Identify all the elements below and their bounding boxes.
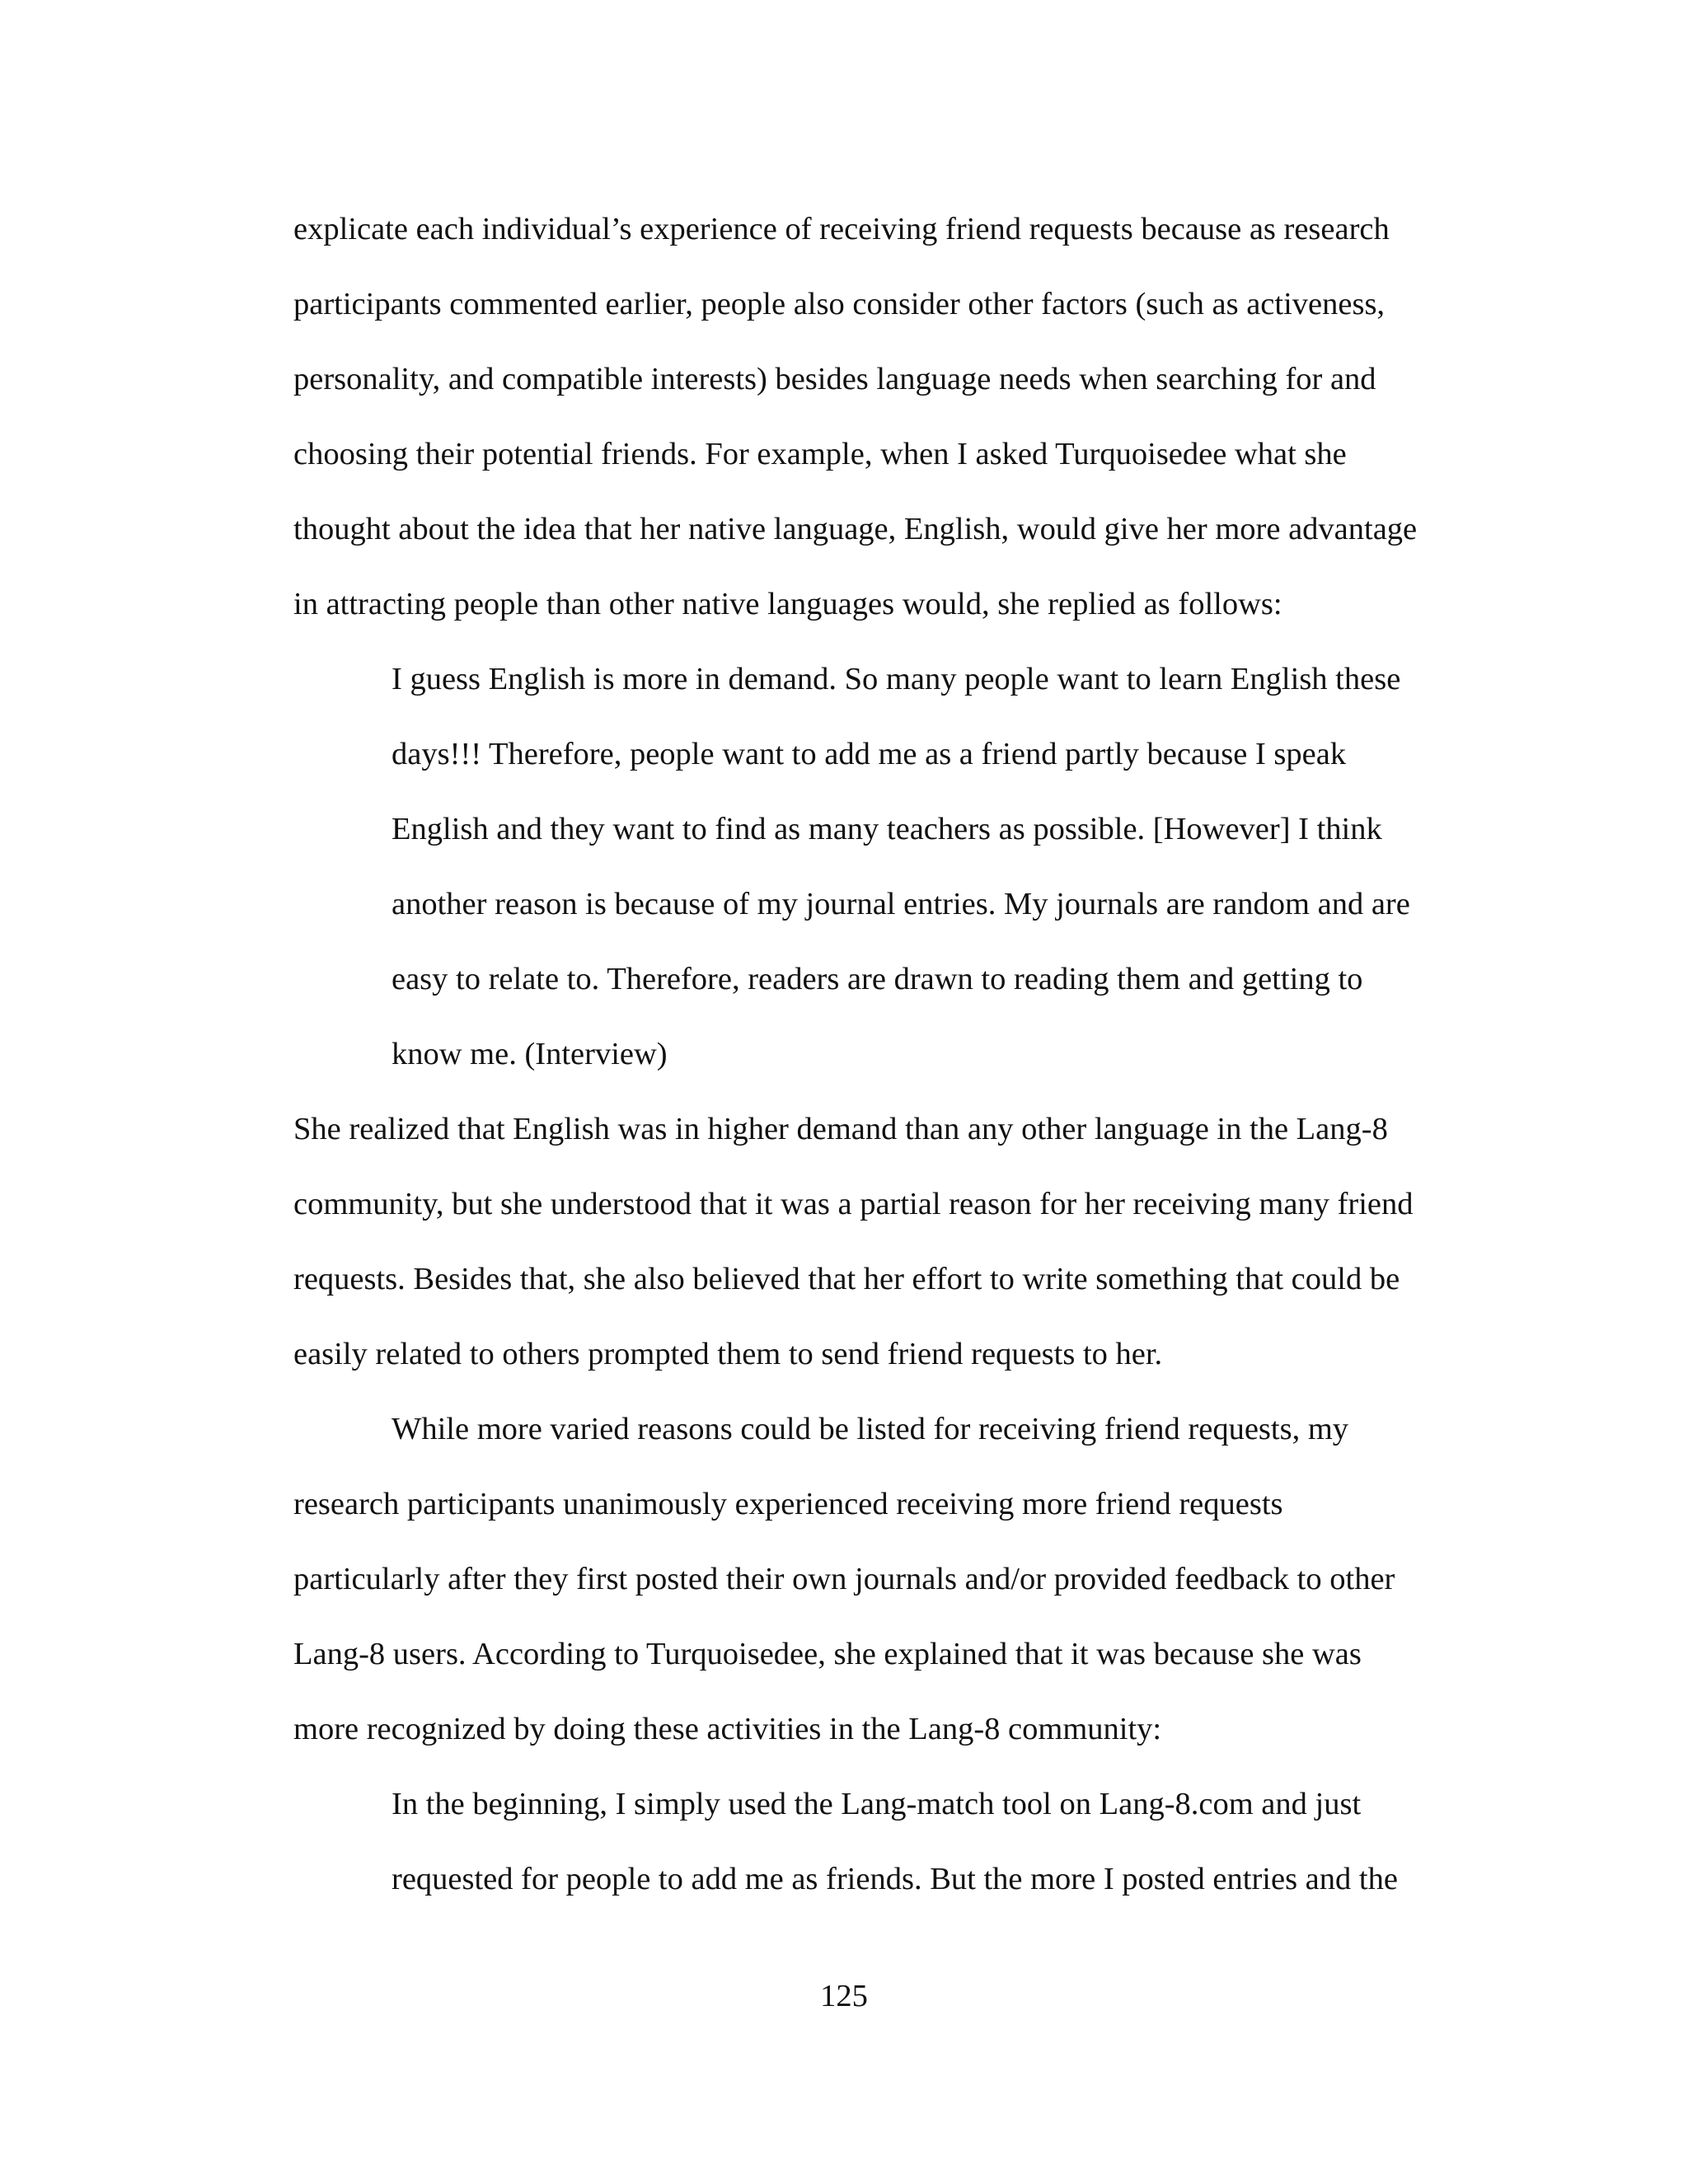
text-line: thought about the idea that her native language, English, would give her more advantage bbox=[293, 512, 1418, 546]
quote-line: easy to relate to. Therefore, readers are drawn to reading them and getting to bbox=[392, 962, 1363, 996]
quote-line: requested for people to add me as friends. But the more I posted entries and the bbox=[392, 1862, 1398, 1896]
text-line: particularly after they first posted their own journals and/or provided feedback to other bbox=[293, 1562, 1395, 1596]
text-line: participants commented earlier, people also consider other factors (such as activeness, bbox=[293, 287, 1386, 321]
text-line: in attracting people than other native languages would, she replied as follows: bbox=[293, 587, 1282, 621]
quote-line: know me. (Interview) bbox=[392, 1037, 668, 1071]
quote-line: another reason is because of my journal entries. My journals are random and are bbox=[392, 887, 1410, 921]
quote-line: English and they want to find as many teachers as possible. [However] I think bbox=[392, 812, 1382, 846]
block-quote-1 bbox=[293, 642, 1447, 1092]
text-line: choosing their potential friends. For example, when I asked Turquoisedee what she bbox=[293, 437, 1347, 471]
body-text bbox=[293, 192, 1447, 1917]
paragraph-2 bbox=[293, 1092, 1447, 1392]
quote-line: days!!! Therefore, people want to add me as a friend partly because I speak bbox=[392, 737, 1347, 771]
text-line: Lang-8 users. According to Turquoisedee, she explained that it was because she was bbox=[293, 1637, 1362, 1671]
text-line: research participants unanimously experienced receiving more friend requests bbox=[293, 1487, 1283, 1521]
block-quote-2 bbox=[293, 1767, 1447, 1917]
text-line: community, but she understood that it was a partial reason for her receiving many friend bbox=[293, 1187, 1414, 1221]
text-line: She realized that English was in higher demand than any other language in the Lang-8 bbox=[293, 1112, 1388, 1146]
text-line: explicate each individual’s experience of receiving friend requests because as research bbox=[293, 212, 1390, 246]
text-line: personality, and compatible interests) besides language needs when searching for and bbox=[293, 362, 1376, 396]
page-number: 125 bbox=[820, 1979, 868, 2013]
quote-line: In the beginning, I simply used the Lang-match tool on Lang-8.com and just bbox=[392, 1787, 1362, 1821]
quote-line: I guess English is more in demand. So many people want to learn English these bbox=[392, 662, 1401, 696]
text-line: easily related to others prompted them to send friend requests to her. bbox=[293, 1337, 1163, 1371]
paragraph-3 bbox=[293, 1392, 1447, 1767]
text-line: While more varied reasons could be listed for receiving friend requests, my bbox=[392, 1412, 1349, 1446]
paragraph-1 bbox=[293, 192, 1447, 642]
text-line: more recognized by doing these activities in the Lang-8 community: bbox=[293, 1712, 1162, 1746]
text-line: requests. Besides that, she also believed that her effort to write something that could be bbox=[293, 1262, 1400, 1296]
